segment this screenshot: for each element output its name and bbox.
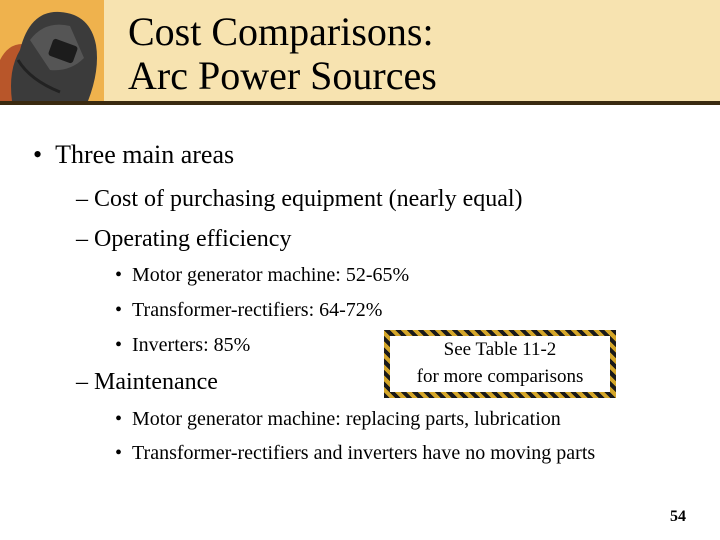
efficiency-item-inverters: • Inverters: 85%: [115, 334, 251, 356]
sub-bullet-maintenance-text: Maintenance: [94, 369, 218, 395]
maintenance-item-motor: • Motor generator machine: replacing parts, lubrication: [115, 408, 561, 430]
header-divider: [0, 101, 720, 105]
maintenance-item-text: Transformer-rectifiers and inverters have no moving parts: [132, 442, 596, 464]
efficiency-item-transformer: • Transformer-rectifiers: 64-72%: [115, 299, 383, 321]
callout-text-box: [390, 336, 610, 392]
callout-line-2: for more comparisons: [416, 366, 584, 387]
maintenance-item-text: Motor generator machine: replacing parts, lubrication: [132, 408, 561, 430]
bullet-main-text: Three main areas: [55, 140, 235, 169]
efficiency-item-motor: • Motor generator machine: 52-65%: [115, 264, 410, 286]
title-line-1: Cost Comparisons:: [128, 9, 434, 54]
callout-line-1: See Table 11-2: [443, 339, 557, 360]
efficiency-item-text: Motor generator machine: 52-65%: [132, 264, 410, 286]
sub-bullet-efficiency-text: Operating efficiency: [94, 226, 292, 252]
efficiency-item-text: Inverters: 85%: [132, 334, 251, 356]
title-line-2: Arc Power Sources: [128, 53, 437, 98]
efficiency-item-text: Transformer-rectifiers: 64-72%: [132, 299, 383, 321]
slide-header: [0, 0, 720, 101]
slide-title: [128, 10, 437, 98]
bullet-main: • Three main areas: [33, 140, 235, 169]
maintenance-item-transformer: • Transformer-rectifiers and inverters have no moving parts: [115, 442, 596, 464]
table-reference-callout: [384, 330, 616, 398]
page-number: 54: [670, 508, 686, 525]
sub-bullet-efficiency: – Operating efficiency: [76, 226, 292, 252]
welder-helmet-icon: [0, 0, 104, 101]
sub-bullet-maintenance: – Maintenance: [76, 369, 218, 395]
sub-bullet-cost-text: Cost of purchasing equipment (nearly equal): [94, 186, 523, 212]
sub-bullet-cost: – Cost of purchasing equipment (nearly equal): [76, 186, 523, 212]
